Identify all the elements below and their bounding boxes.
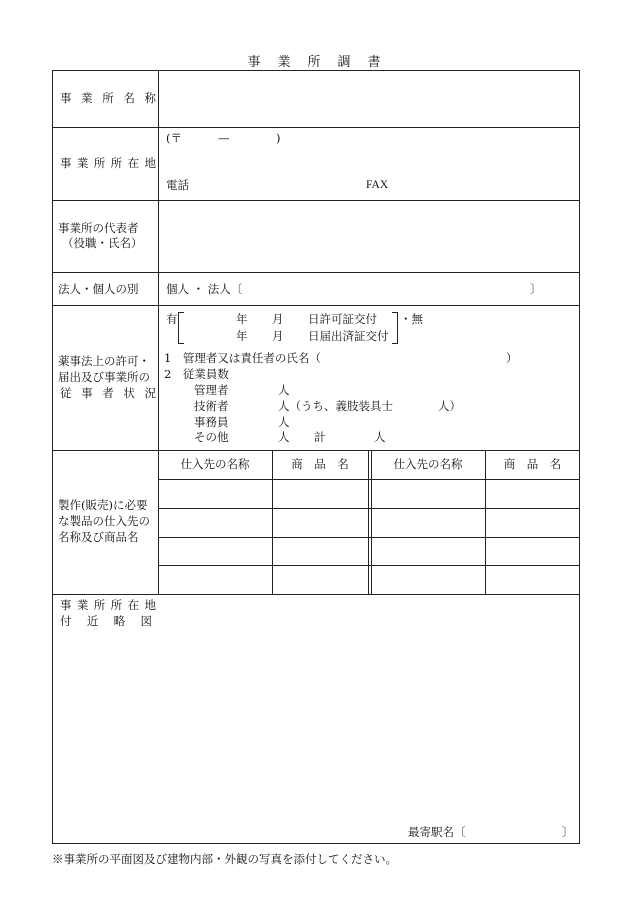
staff-role-engineer: 技術者 xyxy=(194,399,229,413)
entity-type-label: 法人・個人の別 xyxy=(58,282,139,296)
map-label-1: 事 業 所 所 在 地 xyxy=(60,598,156,612)
permit-text-2: 日届出済証交付 xyxy=(308,329,389,343)
tel-label: 電話 xyxy=(166,178,189,192)
label-column-divider xyxy=(158,70,159,594)
footnote: ※事業所の平面図及び建物内部・外観の写真を添付してください。 xyxy=(52,852,397,866)
representative-label: 事業所の代表者 xyxy=(58,221,139,235)
map-label-2: 付 近 略 図 xyxy=(60,614,152,628)
supplier-header-product-1: 商 品 名 xyxy=(291,457,349,471)
row-divider xyxy=(52,305,580,306)
staff-unit-other: 人 xyxy=(278,430,290,444)
row-divider xyxy=(52,272,580,273)
supplier-col-line xyxy=(485,450,486,594)
permit-month-2: 月 xyxy=(272,329,284,343)
supplier-header-product-2: 商 品 名 xyxy=(503,457,562,471)
supplier-col-line xyxy=(371,450,372,594)
business-name-label: 事 業 所 名 称 xyxy=(60,91,156,105)
manager-close: ） xyxy=(506,351,518,365)
staff-role-clerk: 事務員 xyxy=(194,415,229,429)
staff-total-unit: 人 xyxy=(374,430,386,444)
manager-item: 1 管理者又は責任者の氏名（ xyxy=(164,351,321,365)
permit-text-1: 日許可証交付 xyxy=(308,312,377,326)
permit-none: ・無 xyxy=(400,312,423,326)
supplier-row-line xyxy=(158,508,580,509)
staff-unit-clerk: 人 xyxy=(278,415,290,429)
row-divider xyxy=(52,594,580,595)
license-label-2: 届出及び事業所の xyxy=(58,370,150,384)
license-label-1: 薬事法上の許可・ xyxy=(58,354,150,368)
staff-role-manager: 管理者 xyxy=(194,383,229,397)
supplier-label-2: な製品の仕入先の xyxy=(58,514,150,528)
supplier-col-line xyxy=(272,450,273,594)
entity-type-value: 個人 ・ 法人〔 xyxy=(166,282,243,296)
representative-sublabel: （役職・氏名） xyxy=(62,236,143,250)
staff-extra-engineer: 人） xyxy=(438,399,461,413)
permit-year-1: 年 xyxy=(236,312,248,326)
supplier-header-line xyxy=(158,479,580,480)
license-label-3: 従 事 者 状 況 xyxy=(60,386,156,400)
entity-bracket-close: 〕 xyxy=(530,282,542,296)
supplier-label-1: 製作(販売)に必要 xyxy=(58,498,148,512)
postal-open: (〒 xyxy=(166,131,182,145)
staff-item: 2 従業員数 xyxy=(164,367,229,381)
permit-year-2: 年 xyxy=(236,329,248,343)
supplier-header-name-1: 仕入先の名称 xyxy=(180,457,250,471)
fax-label: FAX xyxy=(366,179,389,191)
supplier-row-line xyxy=(158,537,580,538)
staff-total-label: 計 xyxy=(314,430,326,444)
nearest-station-label: 最寄駅名〔 xyxy=(408,825,466,839)
permit-bracket-close xyxy=(392,312,398,344)
supplier-header-name-2: 仕入先の名称 xyxy=(393,457,463,471)
business-address-label: 事 業 所 所 在 地 xyxy=(60,156,156,170)
staff-unit-engineer: 人（うち、義肢装具士 xyxy=(278,399,393,413)
row-divider xyxy=(52,200,580,201)
postal-close: ) xyxy=(276,131,281,145)
staff-unit-manager: 人 xyxy=(278,383,290,397)
page-title: 事 業 所 調 書 xyxy=(247,55,383,70)
supplier-label-3: 名称及び商品名 xyxy=(58,530,139,544)
postal-dash: — xyxy=(218,131,230,145)
supplier-row-line xyxy=(158,565,580,566)
supplier-col-line xyxy=(368,450,369,594)
nearest-station-close: 〕 xyxy=(562,825,574,839)
permit-has: 有 xyxy=(166,312,178,326)
row-divider xyxy=(52,450,580,451)
row-divider xyxy=(52,127,580,128)
permit-month-1: 月 xyxy=(272,312,284,326)
staff-role-other: その他 xyxy=(194,430,229,444)
permit-bracket-open xyxy=(178,312,184,344)
